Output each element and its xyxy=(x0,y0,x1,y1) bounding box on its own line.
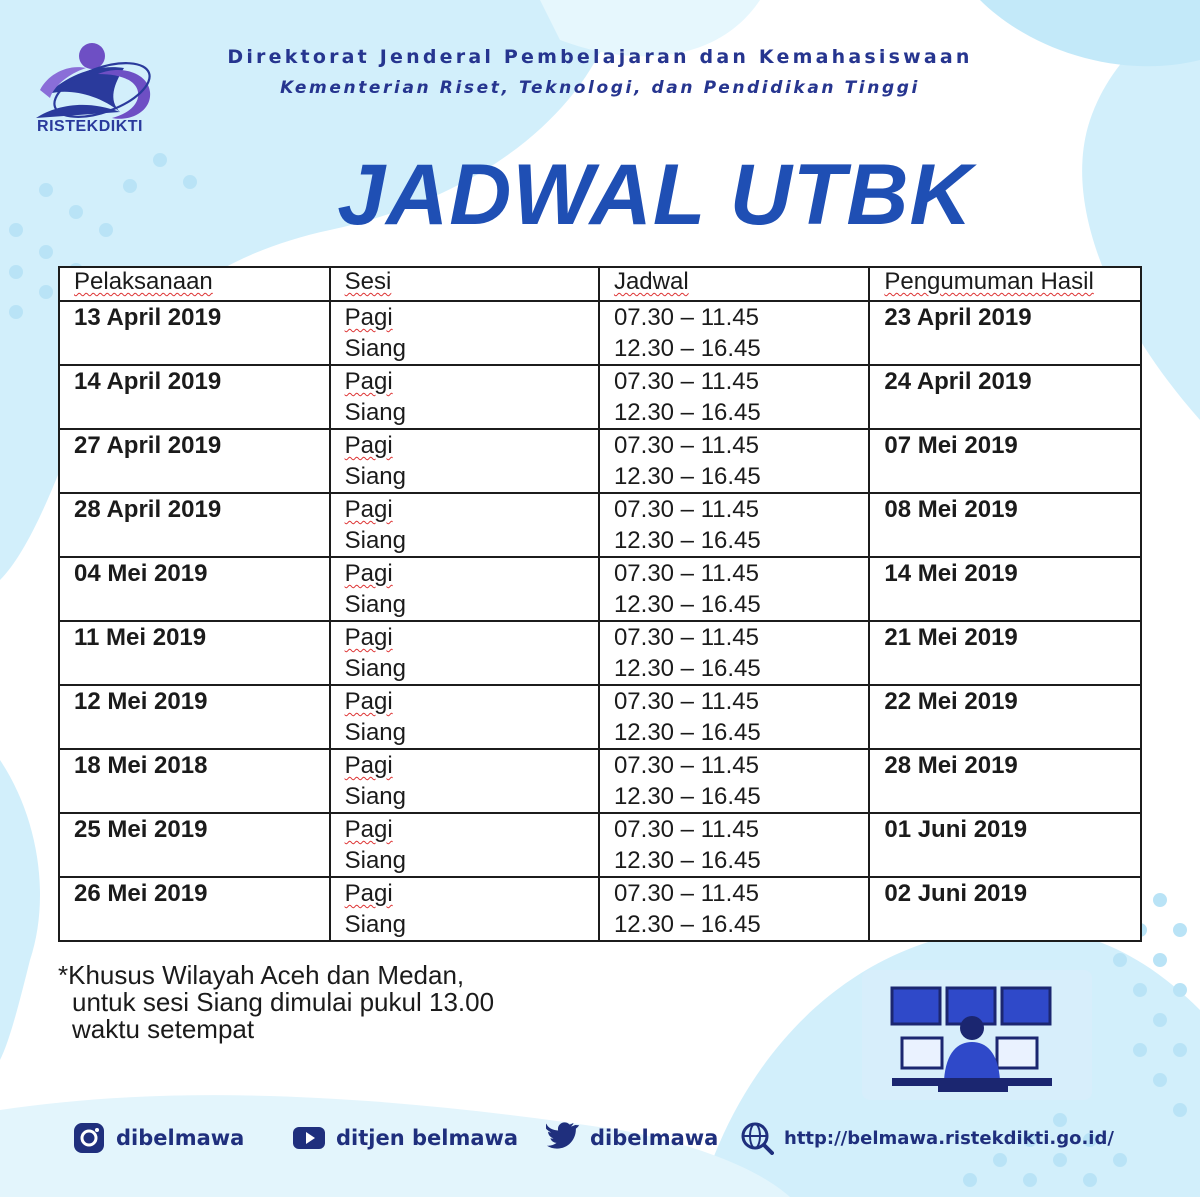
result-cell: 28 Mei 2019 xyxy=(869,749,1141,813)
time-morning: 07.30 – 11.45 xyxy=(613,880,759,907)
session-morning: Pagi xyxy=(344,816,393,843)
organization-name: Direktorat Jenderal Pembelajaran dan Kemahasiswaan xyxy=(227,46,973,68)
result-cell: 24 April 2019 xyxy=(869,365,1141,429)
result-cell: 23 April 2019 xyxy=(869,301,1141,365)
date-cell: 26 Mei 2019 xyxy=(59,877,330,941)
time-cell xyxy=(599,813,869,877)
operator-illustration xyxy=(852,970,1092,1100)
time-afternoon: 12.30 – 16.45 xyxy=(613,335,761,362)
date-cell: 11 Mei 2019 xyxy=(59,621,330,685)
header-pengumuman: Pengumuman Hasil xyxy=(869,267,1141,301)
session-afternoon: Siang xyxy=(344,655,406,682)
globe-search-icon xyxy=(740,1121,774,1155)
session-cell xyxy=(330,877,599,941)
session-cell xyxy=(330,557,599,621)
session-afternoon: Siang xyxy=(344,783,406,810)
website-link[interactable] xyxy=(740,1118,1114,1158)
session-morning: Pagi xyxy=(344,624,393,651)
date-cell: 25 Mei 2019 xyxy=(59,813,330,877)
time-morning: 07.30 – 11.45 xyxy=(613,816,759,843)
logo-text: RISTEKDIKTI xyxy=(37,118,143,135)
session-cell xyxy=(330,749,599,813)
session-cell xyxy=(330,621,599,685)
time-morning: 07.30 – 11.45 xyxy=(613,624,759,651)
time-cell xyxy=(599,557,869,621)
time-afternoon: 12.30 – 16.45 xyxy=(613,399,761,426)
session-morning: Pagi xyxy=(344,368,393,395)
result-cell: 01 Juni 2019 xyxy=(869,813,1141,877)
session-afternoon: Siang xyxy=(344,719,406,746)
time-cell xyxy=(599,621,869,685)
instagram-link[interactable] xyxy=(72,1118,244,1158)
result-cell: 14 Mei 2019 xyxy=(869,557,1141,621)
session-morning: Pagi xyxy=(344,304,393,331)
time-afternoon: 12.30 – 16.45 xyxy=(613,911,761,938)
time-afternoon: 12.30 – 16.45 xyxy=(613,783,761,810)
date-cell: 12 Mei 2019 xyxy=(59,685,330,749)
date-cell: 28 April 2019 xyxy=(59,493,330,557)
time-morning: 07.30 – 11.45 xyxy=(613,752,759,779)
time-cell xyxy=(599,301,869,365)
date-cell: 18 Mei 2018 xyxy=(59,749,330,813)
session-cell xyxy=(330,685,599,749)
footnote xyxy=(58,962,678,1043)
time-morning: 07.30 – 11.45 xyxy=(613,304,759,331)
session-cell xyxy=(330,301,599,365)
footnote-line: waktu setempat xyxy=(72,1014,255,1044)
result-cell: 22 Mei 2019 xyxy=(869,685,1141,749)
session-morning: Pagi xyxy=(344,688,393,715)
time-morning: 07.30 – 11.45 xyxy=(613,432,759,459)
session-morning: Pagi xyxy=(344,560,393,587)
session-afternoon: Siang xyxy=(344,911,406,938)
table-row xyxy=(59,557,1141,621)
page-title: JADWAL UTBK xyxy=(337,147,973,243)
result-cell: 21 Mei 2019 xyxy=(869,621,1141,685)
twitter-link[interactable] xyxy=(546,1118,718,1158)
instagram-handle: dibelmawa xyxy=(116,1126,245,1150)
table-row xyxy=(59,749,1141,813)
table-row xyxy=(59,429,1141,493)
result-cell: 08 Mei 2019 xyxy=(869,493,1141,557)
time-cell xyxy=(599,365,869,429)
footnote-line: *Khusus Wilayah Aceh dan Medan, xyxy=(58,960,465,990)
youtube-channel: ditjen belmawa xyxy=(336,1126,519,1150)
table-row xyxy=(59,621,1141,685)
time-afternoon: 12.30 – 16.45 xyxy=(613,463,761,490)
time-morning: 07.30 – 11.45 xyxy=(613,368,759,395)
time-morning: 07.30 – 11.45 xyxy=(613,496,759,523)
session-afternoon: Siang xyxy=(344,591,406,618)
youtube-link[interactable] xyxy=(292,1118,518,1158)
date-cell: 27 April 2019 xyxy=(59,429,330,493)
session-morning: Pagi xyxy=(344,432,393,459)
session-morning: Pagi xyxy=(344,496,393,523)
result-cell: 02 Juni 2019 xyxy=(869,877,1141,941)
table-row xyxy=(59,685,1141,749)
time-cell xyxy=(599,877,869,941)
time-afternoon: 12.30 – 16.45 xyxy=(613,719,761,746)
time-cell xyxy=(599,493,869,557)
twitter-handle: dibelmawa xyxy=(590,1126,719,1150)
time-cell xyxy=(599,429,869,493)
date-cell: 13 April 2019 xyxy=(59,301,330,365)
table-row xyxy=(59,301,1141,365)
date-cell: 04 Mei 2019 xyxy=(59,557,330,621)
header-sesi: Sesi xyxy=(330,267,599,301)
schedule-table xyxy=(58,266,1142,942)
table-row xyxy=(59,813,1141,877)
session-afternoon: Siang xyxy=(344,527,406,554)
time-cell xyxy=(599,685,869,749)
footnote-line: untuk sesi Siang dimulai pukul 13.00 xyxy=(72,987,495,1017)
session-cell xyxy=(330,365,599,429)
session-morning: Pagi xyxy=(344,752,393,779)
time-morning: 07.30 – 11.45 xyxy=(613,560,759,587)
youtube-icon xyxy=(292,1121,326,1155)
ministry-name: Kementerian Riset, Teknologi, dan Pendidikan Tinggi xyxy=(280,78,920,98)
session-afternoon: Siang xyxy=(344,399,406,426)
session-morning: Pagi xyxy=(344,880,393,907)
date-cell: 14 April 2019 xyxy=(59,365,330,429)
table-row xyxy=(59,493,1141,557)
result-cell: 07 Mei 2019 xyxy=(869,429,1141,493)
time-morning: 07.30 – 11.45 xyxy=(613,688,759,715)
header-pelaksanaan: Pelaksanaan xyxy=(59,267,330,301)
header-jadwal: Jadwal xyxy=(599,267,869,301)
time-afternoon: 12.30 – 16.45 xyxy=(613,591,761,618)
time-cell xyxy=(599,749,869,813)
website-url: http://belmawa.ristekdikti.go.id/ xyxy=(784,1127,1114,1149)
time-afternoon: 12.30 – 16.45 xyxy=(613,527,761,554)
time-afternoon: 12.30 – 16.45 xyxy=(613,847,761,874)
instagram-icon xyxy=(72,1121,106,1155)
session-cell xyxy=(330,429,599,493)
table-row xyxy=(59,365,1141,429)
table-header-row xyxy=(59,267,1141,301)
session-cell xyxy=(330,493,599,557)
session-afternoon: Siang xyxy=(344,335,406,362)
session-afternoon: Siang xyxy=(344,847,406,874)
table-row xyxy=(59,877,1141,941)
twitter-icon xyxy=(546,1121,580,1155)
session-afternoon: Siang xyxy=(344,463,406,490)
time-afternoon: 12.30 – 16.45 xyxy=(613,655,761,682)
session-cell xyxy=(330,813,599,877)
